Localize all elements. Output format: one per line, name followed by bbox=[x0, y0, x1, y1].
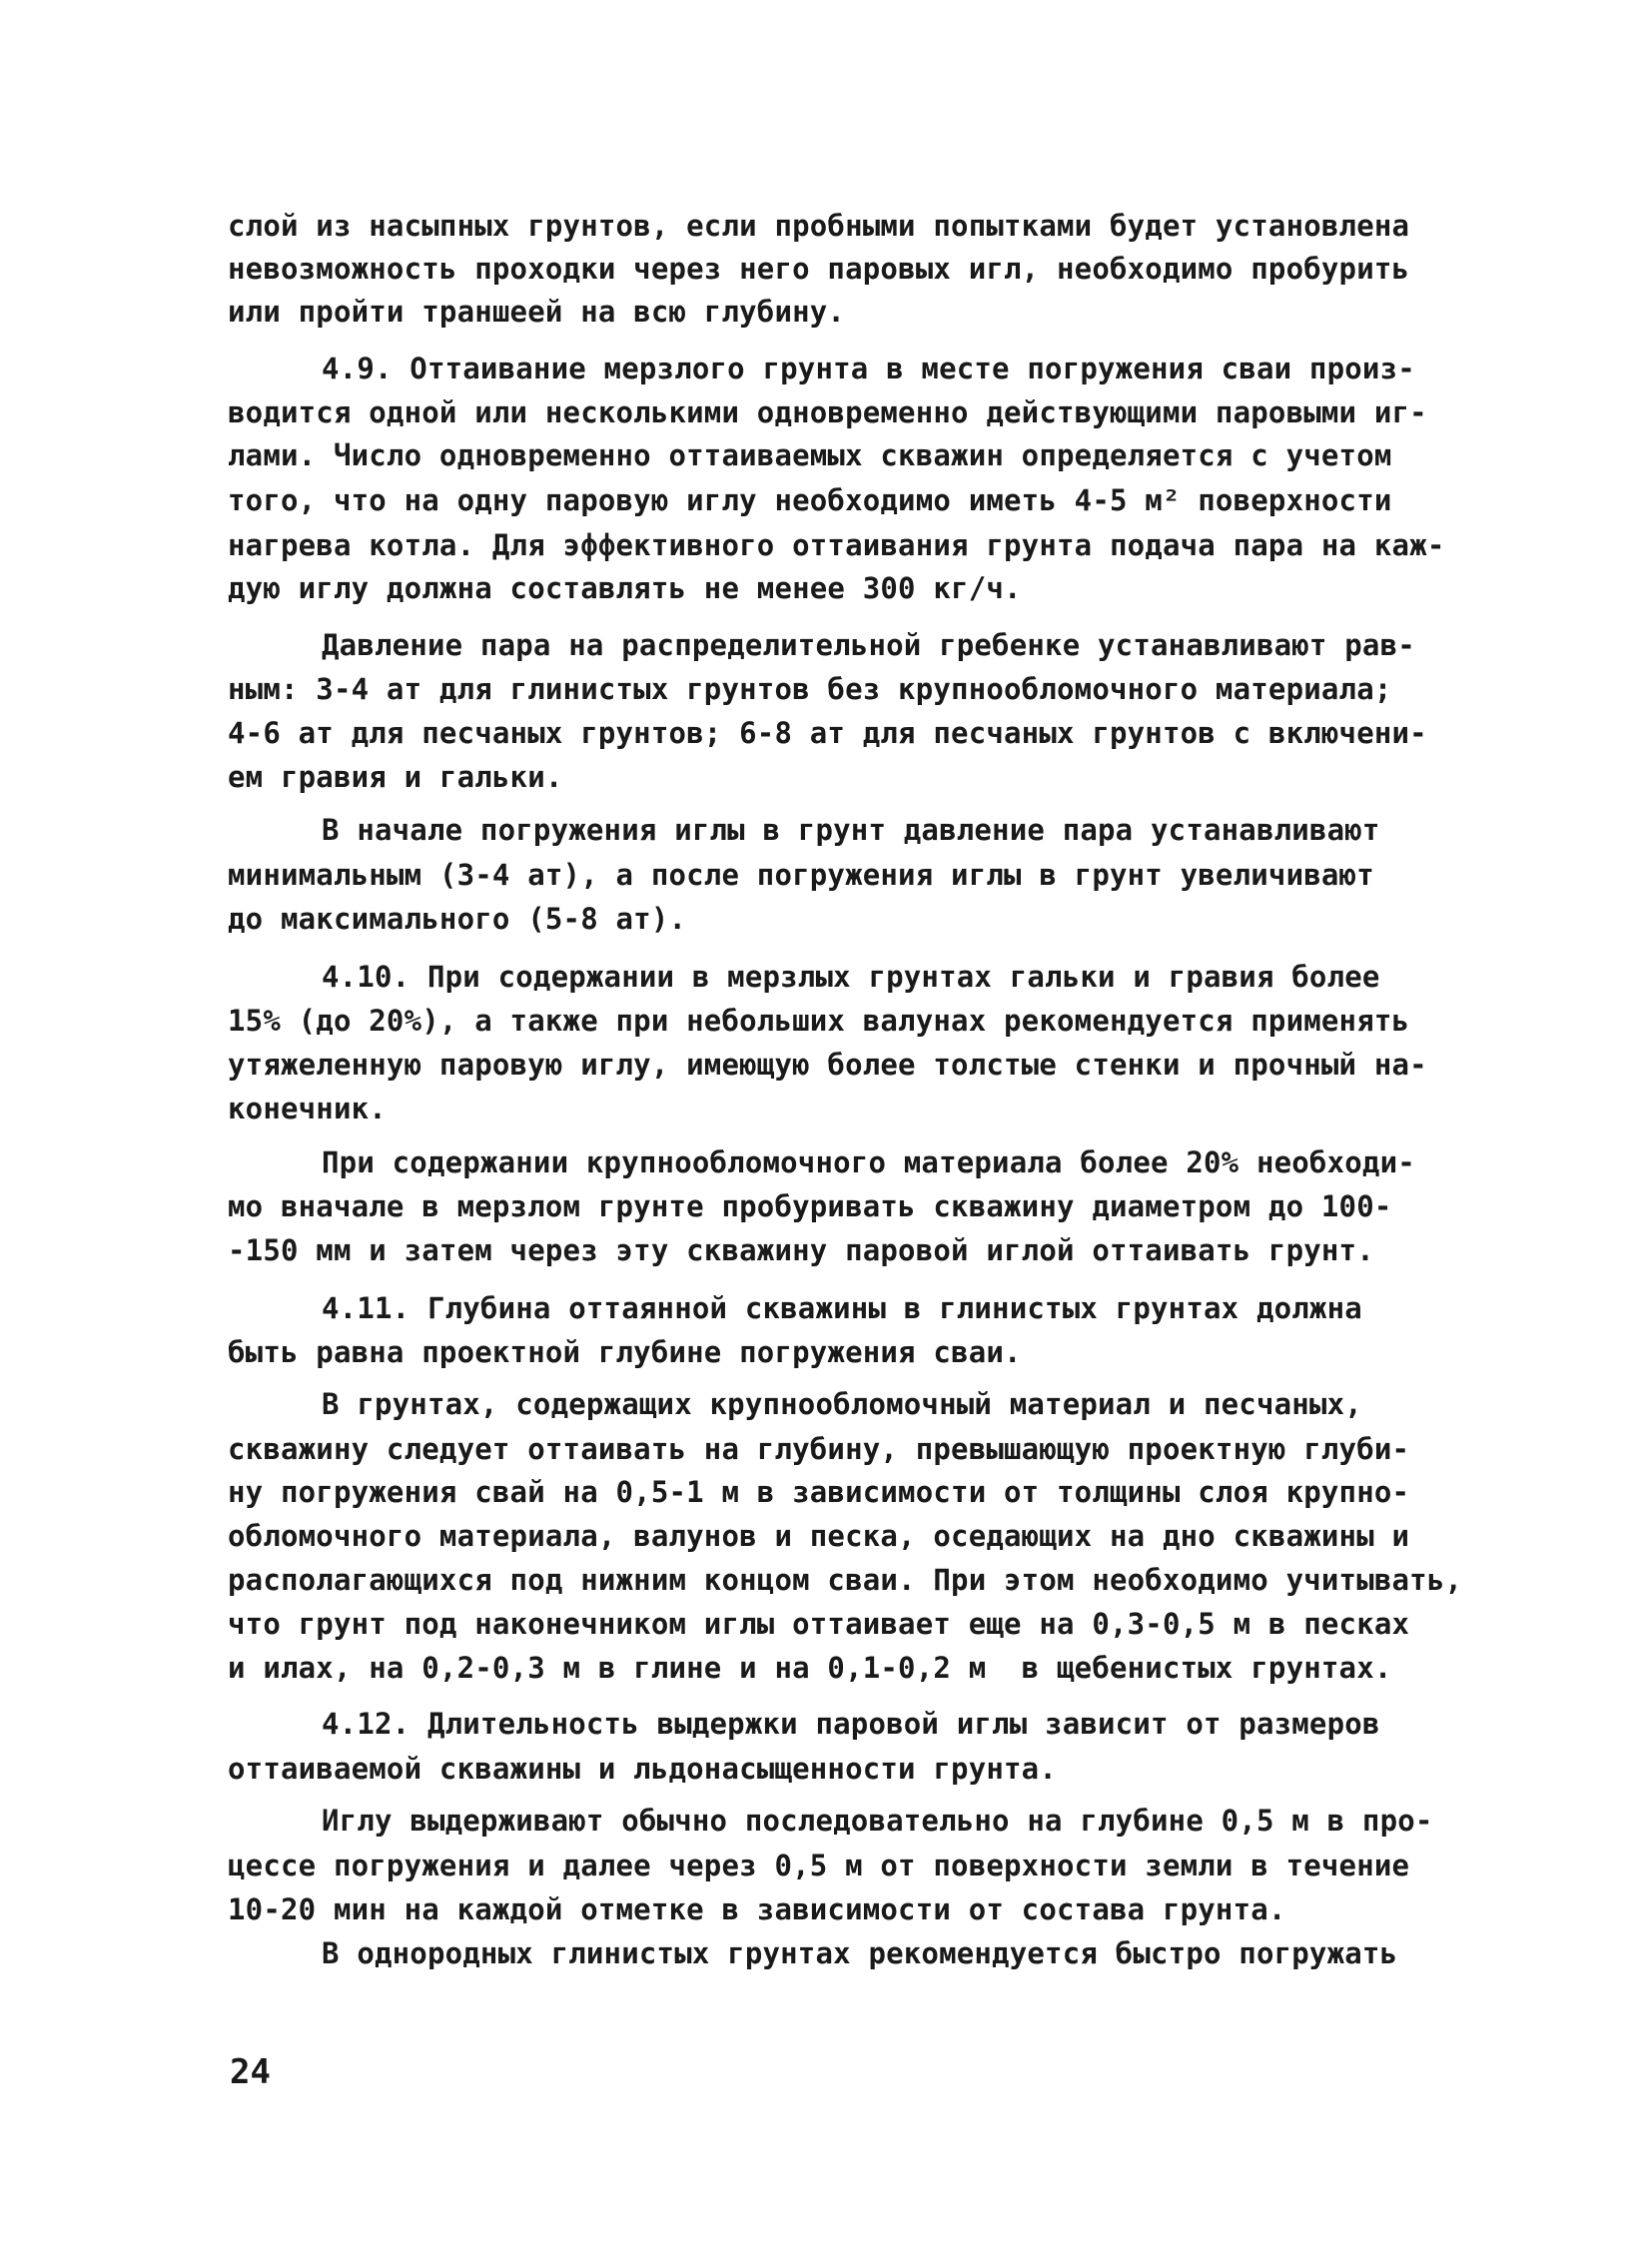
text-line: -150 мм и затем через эту скважину паровой иглой оттаивать грунт. bbox=[228, 1233, 1374, 1267]
text-line: ну погружения свай на 0,5-1 м в зависимости от толщины слоя крупно- bbox=[228, 1475, 1410, 1509]
text-line: или пройти траншеей на всю глубину. bbox=[228, 295, 846, 329]
text-line: Иглу выдерживают обычно последовательно на глубине 0,5 м в про- bbox=[322, 1804, 1433, 1838]
text-line: дую иглу должна составлять не менее 300 кг/ч. bbox=[228, 571, 1022, 605]
text-line: обломочного материала, валунов и песка, оседающих на дно скважины и bbox=[228, 1519, 1410, 1553]
text-line: того, что на одну паровую иглу необходимо иметь 4-5 м² поверхности bbox=[228, 483, 1392, 517]
text-line: быть равна проектной глубине погружения сваи. bbox=[228, 1335, 1022, 1369]
text-line: ем гравия и гальки. bbox=[228, 760, 563, 794]
text-line: слой из насыпных грунтов, если пробными попытками будет установлена bbox=[228, 209, 1410, 243]
section-4-9-heading-line: 4.9. Оттаивание мерзлого грунта в месте погружения сваи произ- bbox=[322, 352, 1415, 385]
text-line: что грунт под наконечником иглы оттаивает еще на 0,3-0,5 м в песках bbox=[228, 1607, 1410, 1641]
text-line: В однородных глинистых грунтах рекомендуется быстро погружать bbox=[322, 1936, 1398, 1970]
text-line: В начале погружения иглы в грунт давление пара устанавливают bbox=[322, 813, 1380, 847]
text-line: Давление пара на распределительной гребенке устанавливают рав- bbox=[322, 628, 1415, 662]
text-line: скважину следует оттаивать на глубину, превышающую проектную глуби- bbox=[228, 1432, 1410, 1466]
text-line: утяжеленную паровую иглу, имеющую более толстые стенки и прочный на- bbox=[228, 1048, 1427, 1082]
section-4-11-heading-line: 4.11. Глубина оттаянной скважины в глинистых грунтах должна bbox=[322, 1291, 1362, 1325]
text-line: При содержании крупнообломочного материала более 20% необходи- bbox=[322, 1145, 1415, 1179]
text-line: невозможность проходки через него паровых игл, необходимо пробурить bbox=[228, 252, 1410, 286]
section-4-10-heading-line: 4.10. При содержании в мерзлых грунтах гальки и гравия более bbox=[322, 960, 1380, 994]
text-line: до максимального (5-8 ат). bbox=[228, 902, 687, 936]
text-line: водится одной или несколькими одновременно действующими паровыми иг- bbox=[228, 395, 1427, 429]
text-line: оттаиваемой скважины и льдонасыщенности грунта. bbox=[228, 1752, 1057, 1786]
section-4-12-heading-line: 4.12. Длительность выдержки паровой иглы зависит от размеров bbox=[322, 1707, 1380, 1741]
text-line: конечник. bbox=[228, 1092, 387, 1125]
text-line: располагающихся под нижним концом сваи. При этом необходимо учитывать, bbox=[228, 1563, 1463, 1597]
page-number: 24 bbox=[230, 2052, 271, 2092]
text-line: нагрева котла. Для эффективного оттаивания грунта подача пара на каж- bbox=[228, 528, 1445, 562]
text-line: цессе погружения и далее через 0,5 м от поверхности земли в течение bbox=[228, 1849, 1410, 1882]
text-line: и илах, на 0,2-0,3 м в глине и на 0,1-0,2 м в щебенистых грунтах. bbox=[228, 1651, 1392, 1685]
text-line: мо вначале в мерзлом грунте пробуривать скважину диаметром до 100- bbox=[228, 1189, 1392, 1223]
text-line: минимальным (3-4 ат), а после погружения иглы в грунт увеличивают bbox=[228, 858, 1374, 892]
text-line: 4-6 ат для песчаных грунтов; 6-8 ат для песчаных грунтов с включени- bbox=[228, 716, 1427, 750]
text-line: 10-20 мин на каждой отметке в зависимости от состава грунта. bbox=[228, 1892, 1286, 1926]
text-line: ным: 3-4 ат для глинистых грунтов без крупнообломочного материала; bbox=[228, 672, 1392, 706]
text-line: 15% (до 20%), а также при небольших валунах рекомендуется применять bbox=[228, 1004, 1410, 1038]
text-line: В грунтах, содержащих крупнообломочный материал и песчаных, bbox=[322, 1387, 1362, 1421]
text-line: лами. Число одновременно оттаиваемых скважин определяется с учетом bbox=[228, 438, 1392, 472]
